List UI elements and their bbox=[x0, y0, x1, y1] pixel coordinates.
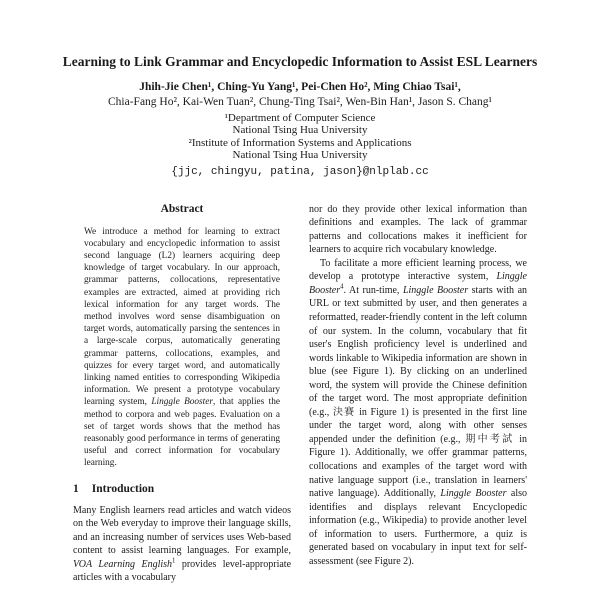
affiliation-institute: ²Institute of Information Systems and Applications bbox=[188, 136, 412, 149]
affiliation-block bbox=[0, 112, 600, 162]
abstract-text: We introduce a method for learning to extract vocabulary and encyclopedic information to assist second language (L2) learners acquiring deep knowledge of target vocabulary. In our approach, grammar patterns, collocations, representative examples are extracted, aimed at providing rich lexical information for any target words. The method involves word sense disambiguation on target words, automatically parsing the sentences in a large-scale corpus, automatically generating grammar patterns, collocations, examples, and quizzes for every target word, and automatically linking named entities to corresponding Wikipedia information. We present a prototype vocabulary learning system, Linggle Booster, that applies the method to corpora and web pages. Evaluation on a set of target words shows that the method has reasonably good performance in terms of generating useful and correct information for vocabulary learning. bbox=[84, 226, 280, 469]
body-paragraph-2: To facilitate a more efficient learning process, we develop a prototype interactive system, Linggle Booster$^4$. At run-time, Linggle Booster starts with an URL or text submitted by user, and then generates a reformatted, reader-friendly content in the left column of our system. In the column, vocabulary that fit user's English proficiency level is underlined and words linkable to Wikipedia information are shown in blue (see Figure 1). By clicking on an underlined word, the system will provide the Chinese definition of the target word. The most appropriate definition (e.g., 決賽 in Figure 1) is presented in the first line under the target word, along with other senses appended under the definition (e.g., 期中考試 in Figure 1). Additionally, we offer grammar patterns, collocations and examples of the target word with native language support (i.e., translation in learners' native language). Additionally, Linggle Booster also identifies and displays relevant Encyclopedic information (e.g., Wikipedia) to provide another level of information to users. Furthermore, a quiz is generated based on vocabulary in input text for self-assessment (see Figure 2). bbox=[309, 257, 528, 567]
author-block bbox=[0, 80, 600, 110]
authors-line-1: Jhih-Jie Chen¹, Ching-Yu Yang¹, Pei-Chen Ho², Ming Chiao Tsai¹, bbox=[139, 81, 461, 93]
right-column bbox=[309, 203, 527, 585]
affiliation-university-1: National Tsing Hua University bbox=[232, 124, 368, 137]
authors-line-2: Chia-Fang Ho², Kai-Wen Tuan², Chung-Ting Tsai², Wen-Bin Han¹, Jason S. Chang¹ bbox=[108, 96, 492, 108]
introduction-paragraph: Many English learners read articles and watch videos on the Web everyday to improve their language skills, and an increasing number of services uses Web-based content to assist learning languages. For example, VOA Learning English$^1$ provides level-appropriate articles with a vocabulary bbox=[73, 504, 292, 584]
body-paragraph-1: nor do they provide other lexical information than definitions and examples. The lack of grammar patterns and collocations makes it inefficient for learners to acquire rich vocabulary knowledge. bbox=[309, 203, 527, 256]
left-column bbox=[73, 203, 291, 585]
email-line: {jjc, chingyu, patina, jason}@nlplab.cc bbox=[171, 165, 429, 178]
section-title: Introduction bbox=[91, 482, 155, 495]
paper-title: Learning to Link Grammar and Encyclopedic Information to Assist ESL Learners bbox=[62, 54, 538, 69]
section-heading-introduction bbox=[73, 483, 291, 495]
affiliation-university-2: National Tsing Hua University bbox=[232, 149, 368, 162]
abstract-heading: Abstract bbox=[160, 202, 204, 215]
two-column-body bbox=[0, 203, 600, 585]
affiliation-department: ¹Department of Computer Science bbox=[224, 112, 376, 124]
section-number: 1 bbox=[73, 482, 79, 495]
